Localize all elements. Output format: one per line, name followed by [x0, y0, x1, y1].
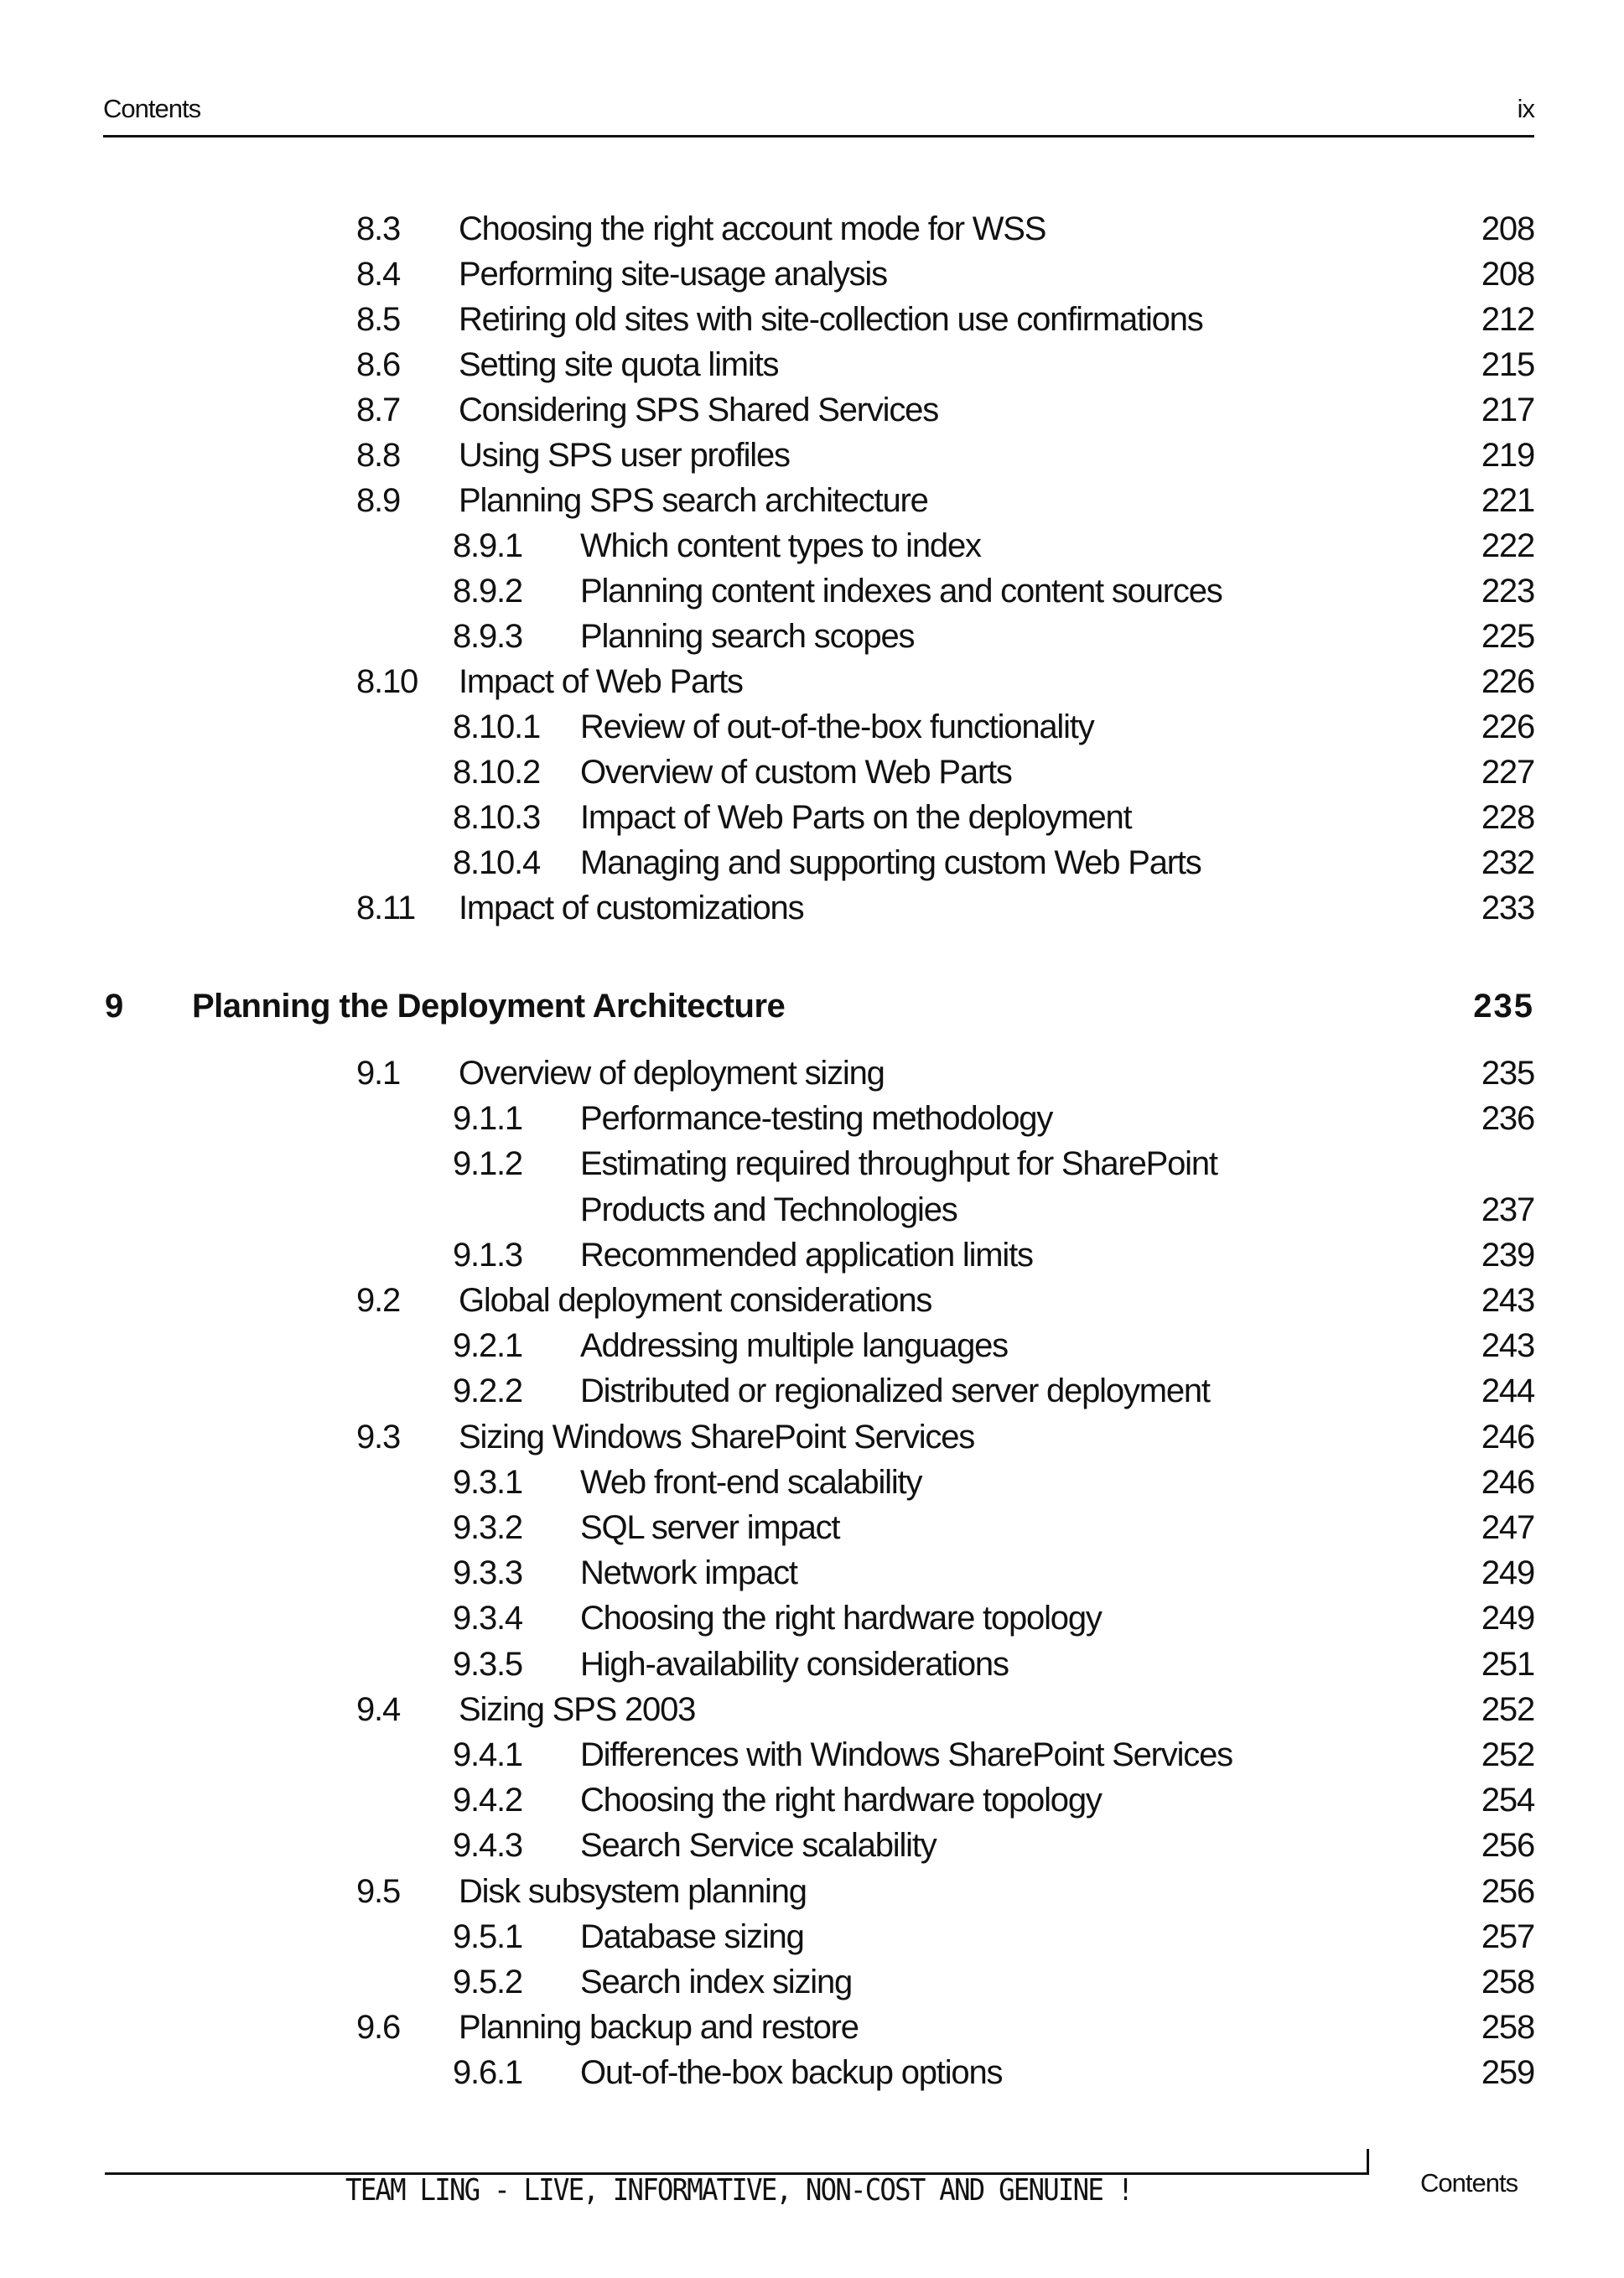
toc-entry — [0, 1961, 1624, 2003]
entry-page: 223 — [1481, 573, 1534, 610]
entry-page: 239 — [1481, 1236, 1534, 1274]
entry-page: 252 — [1481, 1736, 1534, 1773]
entry-page: 228 — [1481, 799, 1534, 836]
entry-page: 237 — [1481, 1191, 1534, 1228]
entry-title: Considering SPS Shared Services — [459, 392, 938, 428]
entry-title: Setting site quota limits — [459, 346, 779, 383]
entry-number: 9.5.1 — [453, 1917, 522, 1955]
entry-page: 232 — [1481, 844, 1534, 881]
entry-page: 244 — [1481, 1373, 1534, 1410]
entry-number: 8.10 — [356, 663, 418, 700]
header-rule — [103, 135, 1534, 138]
toc-entry — [0, 2006, 1624, 2048]
entry-number: 9.5 — [356, 1872, 401, 1910]
entry-title: Sizing Windows SharePoint Services — [459, 1418, 975, 1456]
toc-entry — [0, 1824, 1624, 1866]
entry-number: 9.4.2 — [453, 1782, 522, 1819]
entry-number: 8.5 — [356, 301, 401, 338]
entry-page: 225 — [1481, 618, 1534, 655]
toc-entry — [0, 1097, 1624, 1139]
entry-number: 8.9.3 — [453, 618, 522, 655]
toc-entry — [0, 1734, 1624, 1776]
entry-title: Impact of customizations — [459, 890, 804, 926]
toc-entry — [0, 1552, 1624, 1594]
entry-title: Overview of deployment sizing — [459, 1055, 885, 1092]
entry-page: 217 — [1481, 392, 1534, 428]
toc-entry — [0, 1461, 1624, 1503]
entry-title: High-availability considerations — [580, 1645, 1009, 1683]
toc-entry — [0, 480, 1624, 522]
toc-entry — [0, 1779, 1624, 1821]
chapter-number: 9 — [105, 988, 123, 1025]
entry-page: 257 — [1481, 1917, 1534, 1955]
entry-page: 259 — [1481, 2054, 1534, 2092]
entry-number: 9.6.1 — [453, 2054, 522, 2092]
entry-page: 252 — [1481, 1690, 1534, 1728]
entry-title: Review of out-of-the-box functionality — [580, 708, 1094, 745]
toc-entry — [0, 298, 1624, 340]
entry-page: 246 — [1481, 1418, 1534, 1456]
entry-page: 226 — [1481, 663, 1534, 700]
entry-title: Choosing the right hardware topology — [580, 1782, 1102, 1819]
toc-entry — [0, 525, 1624, 567]
entry-number: 9.3.5 — [453, 1645, 522, 1683]
toc-entry — [0, 1507, 1624, 1549]
entry-title: Planning content indexes and content sources — [580, 573, 1222, 610]
entry-page: 243 — [1481, 1282, 1534, 1319]
running-header-page-number: ix — [1517, 94, 1534, 123]
entry-number: 8.11 — [356, 890, 416, 926]
chapter-title: Planning the Deployment Architecture — [192, 988, 786, 1025]
entry-title: Network impact — [580, 1554, 797, 1592]
entry-number: 8.10.4 — [453, 844, 541, 881]
chapter-page: 235 — [1473, 988, 1534, 1025]
toc-entry — [0, 751, 1624, 793]
entry-title: SQL server impact — [580, 1509, 840, 1546]
entry-number: 9.5.2 — [453, 1964, 522, 2000]
entry-title: Estimating required throughput for SharePoint — [580, 1145, 1217, 1183]
entry-number: 9.1.1 — [453, 1100, 522, 1138]
entry-page: 235 — [1481, 1055, 1534, 1092]
entry-title: Out-of-the-box backup options — [580, 2054, 1003, 2092]
entry-number: 9.2.2 — [453, 1373, 522, 1410]
entry-title: Database sizing — [580, 1917, 804, 1955]
entry-page: 254 — [1481, 1782, 1534, 1819]
entry-title: Planning SPS search architecture — [459, 482, 928, 519]
entry-title: Choosing the right account mode for WSS — [459, 210, 1046, 247]
entry-number: 8.7 — [356, 392, 401, 428]
entry-page: 251 — [1481, 1645, 1534, 1683]
entry-number: 8.10.3 — [453, 799, 541, 836]
watermark-text: TEAM LING - LIVE, INFORMATIVE, NON-COST AND GENUINE ! — [345, 2173, 1133, 2208]
entry-number: 9.3.3 — [453, 1554, 522, 1592]
entry-number: 8.9.1 — [453, 527, 522, 564]
entry-number: 8.4 — [356, 256, 401, 293]
toc-entry — [0, 1234, 1624, 1276]
toc-entry — [0, 1643, 1624, 1685]
toc-entry — [0, 389, 1624, 431]
entry-number: 9.3.2 — [453, 1509, 522, 1546]
entry-number: 9.2 — [356, 1282, 401, 1319]
toc-entry — [0, 2052, 1624, 2094]
entry-page: 249 — [1481, 1554, 1534, 1592]
entry-number: 9.4 — [356, 1690, 401, 1728]
entry-page: 215 — [1481, 346, 1534, 383]
entry-page: 256 — [1481, 1827, 1534, 1865]
toc-entry — [0, 1279, 1624, 1321]
entry-number: 9.4.1 — [453, 1736, 522, 1773]
entry-page: 243 — [1481, 1327, 1534, 1365]
entry-title: Retiring old sites with site-collection use confirmations — [459, 301, 1203, 338]
toc-entry — [0, 1052, 1624, 1094]
entry-title: Products and Technologies — [580, 1191, 957, 1228]
entry-number: 9.4.3 — [453, 1827, 522, 1865]
entry-number: 8.9.2 — [453, 573, 522, 610]
entry-title: Planning backup and restore — [459, 2009, 859, 2047]
entry-number: 9.2.1 — [453, 1327, 522, 1365]
entry-page: 212 — [1481, 301, 1534, 338]
entry-page: 208 — [1481, 210, 1534, 247]
toc-entry — [0, 887, 1624, 929]
entry-title: Using SPS user profiles — [459, 437, 790, 474]
entry-title: Distributed or regionalized server deployment — [580, 1373, 1210, 1410]
entry-page: 219 — [1481, 437, 1534, 474]
running-footer-section: Contents — [1420, 2168, 1518, 2198]
toc-entry — [0, 706, 1624, 748]
toc-entry — [0, 797, 1624, 838]
toc-entry — [0, 570, 1624, 612]
toc-entry — [0, 434, 1624, 476]
entry-title: Disk subsystem planning — [459, 1872, 807, 1910]
footer-rule-tick — [1367, 2149, 1369, 2175]
toc-entry — [0, 253, 1624, 295]
entry-page: 221 — [1481, 482, 1534, 519]
toc-entry — [0, 1189, 1624, 1231]
entry-title: Web front-end scalability — [580, 1463, 922, 1501]
entry-number: 9.1.2 — [453, 1145, 522, 1183]
entry-page: 246 — [1481, 1463, 1534, 1501]
toc-entry — [0, 1916, 1624, 1958]
entry-title: Planning search scopes — [580, 618, 915, 655]
entry-number: 8.8 — [356, 437, 401, 474]
entry-number: 8.3 — [356, 210, 401, 247]
entry-title: Recommended application limits — [580, 1236, 1033, 1274]
entry-title: Search Service scalability — [580, 1827, 937, 1865]
entry-number: 8.6 — [356, 346, 401, 383]
entry-title: Addressing multiple languages — [580, 1327, 1008, 1365]
entry-title: Sizing SPS 2003 — [459, 1690, 696, 1728]
toc-entry — [0, 1416, 1624, 1458]
entry-page: 258 — [1481, 2009, 1534, 2047]
entry-title: Search index sizing — [580, 1964, 853, 2000]
entry-title: Performance-testing methodology — [580, 1100, 1053, 1138]
entry-page: 227 — [1481, 754, 1534, 791]
entry-title: Which content types to index — [580, 527, 981, 564]
entry-title: Managing and supporting custom Web Parts — [580, 844, 1201, 881]
toc-entry — [0, 842, 1624, 884]
entry-page: 236 — [1481, 1100, 1534, 1138]
toc-entry — [0, 1871, 1624, 1912]
entry-title: Differences with Windows SharePoint Services — [580, 1736, 1232, 1773]
entry-number: 9.3 — [356, 1418, 401, 1456]
entry-page: 256 — [1481, 1872, 1534, 1910]
entry-number: 8.10.1 — [453, 708, 541, 745]
entry-page: 247 — [1481, 1509, 1534, 1546]
entry-title: Impact of Web Parts — [459, 663, 743, 700]
entry-number: 8.9 — [356, 482, 401, 519]
entry-page: 233 — [1481, 890, 1534, 926]
toc-entry — [0, 344, 1624, 386]
chapter-heading — [0, 985, 1624, 1027]
entry-page: 249 — [1481, 1600, 1534, 1637]
entry-page: 226 — [1481, 708, 1534, 745]
entry-title: Impact of Web Parts on the deployment — [580, 799, 1132, 836]
entry-page: 208 — [1481, 256, 1534, 293]
toc-entry — [0, 208, 1624, 250]
toc-entry — [0, 661, 1624, 703]
running-header-section: Contents — [103, 94, 201, 123]
entry-number: 9.1.3 — [453, 1236, 522, 1274]
entry-title: Overview of custom Web Parts — [580, 754, 1012, 791]
entry-title: Global deployment considerations — [459, 1282, 932, 1319]
entry-page: 258 — [1481, 1964, 1534, 2000]
toc-entry — [0, 1597, 1624, 1639]
entry-number: 9.3.4 — [453, 1600, 522, 1637]
toc-entry — [0, 615, 1624, 657]
entry-number: 9.6 — [356, 2009, 401, 2047]
entry-number: 9.1 — [356, 1055, 401, 1092]
toc-entry — [0, 1143, 1624, 1185]
toc-entry — [0, 1325, 1624, 1367]
entry-number: 8.10.2 — [453, 754, 541, 791]
entry-page: 222 — [1481, 527, 1534, 564]
entry-title: Choosing the right hardware topology — [580, 1600, 1102, 1637]
toc-entry — [0, 1370, 1624, 1412]
entry-number: 9.3.1 — [453, 1463, 522, 1501]
entry-title: Performing site-usage analysis — [459, 256, 887, 293]
toc-entry — [0, 1689, 1624, 1731]
